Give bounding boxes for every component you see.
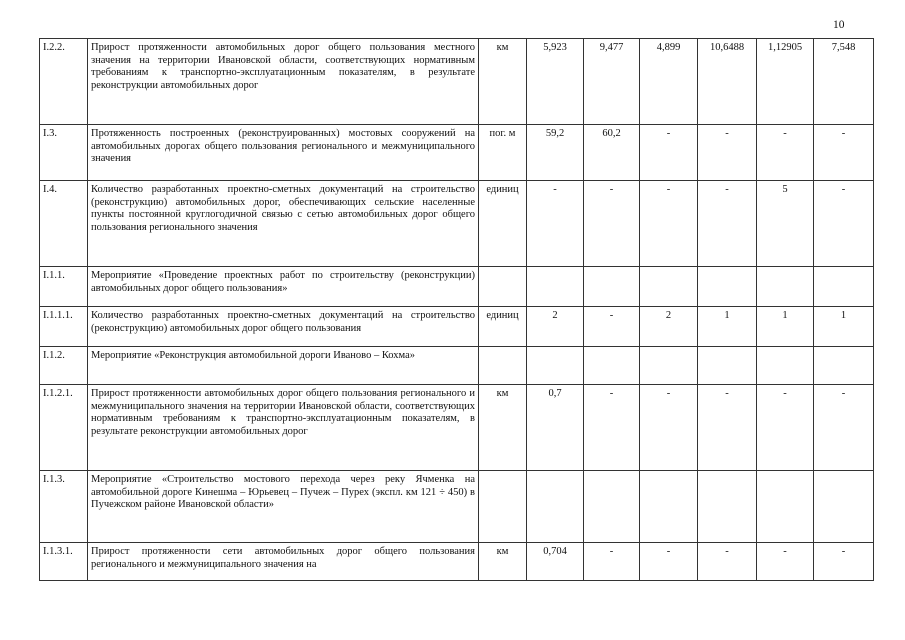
page-number: 10 bbox=[833, 19, 845, 31]
value-cell bbox=[527, 267, 584, 307]
value-cell: - bbox=[698, 125, 757, 181]
table-row bbox=[40, 125, 874, 181]
unit-cell: единиц bbox=[479, 181, 527, 267]
value-cell: 10,6488 bbox=[698, 39, 757, 125]
value-cell: - bbox=[698, 385, 757, 471]
value-cell: 5,923 bbox=[527, 39, 584, 125]
value-cell: 5 bbox=[757, 181, 814, 267]
row-number: I.3. bbox=[40, 125, 88, 181]
unit-cell: км bbox=[479, 543, 527, 581]
unit-cell: км bbox=[479, 39, 527, 125]
value-cell: - bbox=[757, 543, 814, 581]
value-cell: 2 bbox=[640, 307, 698, 347]
indicator-description: Прирост протяженности автомобильных дорог общего пользования регионального и межмуниципального значения на территории Ивановской области, соответствующих нормативным требованиям к транспортно-эксплуатационным показателям, в результате реконструкции автомобильных дорог bbox=[88, 385, 479, 471]
value-cell bbox=[757, 347, 814, 385]
value-cell: - bbox=[640, 181, 698, 267]
table-row bbox=[40, 39, 874, 125]
indicator-description: Мероприятие «Проведение проектных работ по строительству (реконструкции) автомобильных дорог общего пользования» bbox=[88, 267, 479, 307]
value-cell: 2 bbox=[527, 307, 584, 347]
value-cell: 60,2 bbox=[584, 125, 640, 181]
value-cell: - bbox=[584, 181, 640, 267]
value-cell: - bbox=[814, 543, 874, 581]
value-cell: 7,548 bbox=[814, 39, 874, 125]
unit-cell: единиц bbox=[479, 307, 527, 347]
indicator-description: Количество разработанных проектно-сметных документаций на строительство (реконструкцию) автомобильных дорог, обеспечивающих сельские населенные пункты постоянной круглогодичной связью с сетью автомобильных дорог общего пользования регионального значения bbox=[88, 181, 479, 267]
value-cell: 0,704 bbox=[527, 543, 584, 581]
value-cell bbox=[814, 347, 874, 385]
value-cell: 1 bbox=[757, 307, 814, 347]
value-cell: - bbox=[757, 125, 814, 181]
indicator-description: Прирост протяженности автомобильных дорог общего пользования местного значения на территории Ивановской области, соответствующих нормативным требованиям к транспортно-эксплуатационным показателям, в результате реконструкции автомобильных дорог bbox=[88, 39, 479, 125]
row-number: I.1.1. bbox=[40, 267, 88, 307]
value-cell: - bbox=[640, 385, 698, 471]
value-cell: 9,477 bbox=[584, 39, 640, 125]
value-cell: - bbox=[814, 181, 874, 267]
value-cell: 1 bbox=[814, 307, 874, 347]
row-number: I.2.2. bbox=[40, 39, 88, 125]
table-row bbox=[40, 347, 874, 385]
table-row bbox=[40, 181, 874, 267]
value-cell bbox=[640, 471, 698, 543]
value-cell bbox=[814, 267, 874, 307]
table-row bbox=[40, 385, 874, 471]
value-cell bbox=[640, 267, 698, 307]
value-cell: - bbox=[814, 125, 874, 181]
indicator-description: Мероприятие «Строительство мостового перехода через реку Ячменка на автомобильной дороге Кинешма – Юрьевец – Пучеж – Пурех (экспл. км 121 ÷ 450) в Пучежском районе Ивановской области» bbox=[88, 471, 479, 543]
indicator-description: Протяженность построенных (реконструированных) мостовых сооружений на автомобильных дорогах общего пользования регионального и межмуниципального значения bbox=[88, 125, 479, 181]
value-cell bbox=[640, 347, 698, 385]
unit-cell bbox=[479, 347, 527, 385]
row-number: I.1.3. bbox=[40, 471, 88, 543]
value-cell: 1 bbox=[698, 307, 757, 347]
row-number: I.1.2.1. bbox=[40, 385, 88, 471]
value-cell: - bbox=[584, 385, 640, 471]
value-cell: 1,12905 bbox=[757, 39, 814, 125]
table-row bbox=[40, 471, 874, 543]
value-cell bbox=[698, 471, 757, 543]
value-cell: - bbox=[698, 181, 757, 267]
value-cell: 0,7 bbox=[527, 385, 584, 471]
unit-cell: км bbox=[479, 385, 527, 471]
table-row bbox=[40, 307, 874, 347]
value-cell bbox=[584, 347, 640, 385]
value-cell: - bbox=[814, 385, 874, 471]
row-number: I.1.3.1. bbox=[40, 543, 88, 581]
value-cell: - bbox=[584, 543, 640, 581]
value-cell bbox=[584, 267, 640, 307]
value-cell bbox=[527, 347, 584, 385]
indicator-description: Мероприятие «Реконструкция автомобильной дороги Иваново – Кохма» bbox=[88, 347, 479, 385]
row-number: I.4. bbox=[40, 181, 88, 267]
table-row bbox=[40, 267, 874, 307]
value-cell: - bbox=[640, 543, 698, 581]
value-cell bbox=[757, 471, 814, 543]
value-cell bbox=[814, 471, 874, 543]
value-cell bbox=[584, 471, 640, 543]
value-cell: 59,2 bbox=[527, 125, 584, 181]
table-row bbox=[40, 543, 874, 581]
value-cell bbox=[757, 267, 814, 307]
unit-cell bbox=[479, 471, 527, 543]
indicators-table bbox=[39, 38, 874, 581]
value-cell: - bbox=[757, 385, 814, 471]
value-cell: 4,899 bbox=[640, 39, 698, 125]
row-number: I.1.1.1. bbox=[40, 307, 88, 347]
value-cell bbox=[698, 347, 757, 385]
unit-cell: пог. м bbox=[479, 125, 527, 181]
value-cell: - bbox=[527, 181, 584, 267]
value-cell: - bbox=[698, 543, 757, 581]
indicator-description: Прирост протяженности сети автомобильных дорог общего пользования регионального и межмуниципального значения на bbox=[88, 543, 479, 581]
value-cell bbox=[698, 267, 757, 307]
indicator-description: Количество разработанных проектно-сметных документаций на строительство (реконструкцию) автомобильных дорог общего пользования bbox=[88, 307, 479, 347]
value-cell: - bbox=[584, 307, 640, 347]
value-cell: - bbox=[640, 125, 698, 181]
value-cell bbox=[527, 471, 584, 543]
unit-cell bbox=[479, 267, 527, 307]
row-number: I.1.2. bbox=[40, 347, 88, 385]
